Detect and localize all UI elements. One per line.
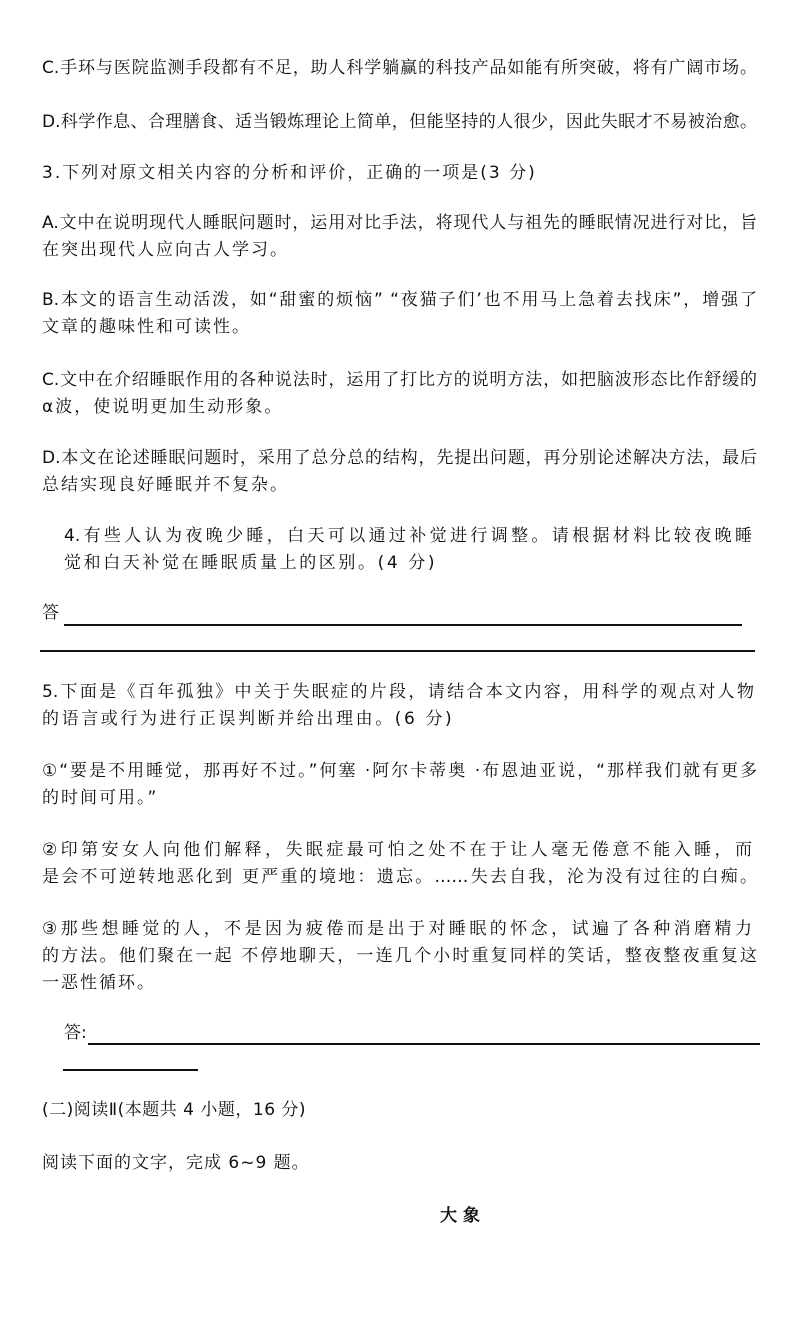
q3-option-a-line-1: A.文中在说明现代人睡眠问题时，运用对比手法，将现代人与祖先的睡眠情况进行对比，旨 xyxy=(42,213,757,233)
q5-answer-label: 答: xyxy=(64,1023,87,1043)
q5-excerpt-2-line-2: 是会不可逆转地恶化到 更严重的境地：遗忘。……失去自我，沦为没有过往的白痴。 xyxy=(42,867,757,887)
q5-excerpt-3-line-2: 的方法。他们聚在一起 不停地聊天，一连几个小时重复同样的笑话，整夜整夜重复这 xyxy=(42,946,757,966)
q3-option-b-line-2: 文章的趣味性和可读性。 xyxy=(42,317,251,337)
q3-option-c-line-1: C.文中在介绍睡眠作用的各种说法时，运用了打比方的说明方法，如把脑波形态比作舒缓的 xyxy=(42,370,757,390)
q5-excerpt-1-line-2: 的时间可用。” xyxy=(42,788,159,808)
q5-answer-line-1 xyxy=(88,1043,760,1045)
q3-stem: 3.下列对原文相关内容的分析和评价，正确的一项是(3 分) xyxy=(42,163,537,183)
section-2-heading: (二)阅读Ⅱ(本题共 4 小题，16 分) xyxy=(42,1100,307,1120)
q4-answer-line-1 xyxy=(64,624,742,626)
q5-excerpt-2-line-1: ②印第安女人向他们解释，失眠症最可怕之处不在于让人毫无倦意不能入睡，而 xyxy=(42,840,752,860)
q5-answer-line-2 xyxy=(63,1069,198,1071)
section-2-instruction: 阅读下面的文字，完成 6~9 题。 xyxy=(42,1153,310,1173)
q3-option-b-line-1: B.本文的语言生动活泼，如“甜蜜的烦恼” “夜猫子们’也不用马上急着去找床”，增强了 xyxy=(42,290,757,310)
q3-option-a-line-2: 在突出现代人应向古人学习。 xyxy=(42,240,289,260)
q4-stem-line-1: 4.有些人认为夜晚少睡，白天可以通过补觉进行调整。请根据材料比较夜晚睡 xyxy=(64,526,752,546)
q5-excerpt-1-line-1: ①“要是不用睡觉，那再好不过。”何塞 ·阿尔卡蒂奥 ·布恩迪亚说，“那样我们就有更多 xyxy=(42,761,757,781)
q4-stem-line-2: 觉和白天补觉在睡眠质量上的区别。(4 分) xyxy=(64,553,438,573)
q3-option-c-line-2: α波，使说明更加生动形象。 xyxy=(42,397,284,417)
q2-option-c: C.手环与医院监测手段都有不足，助人科学躺赢的科技产品如能有所突破，将有广阔市场。 xyxy=(42,58,757,78)
q2-option-d: D.科学作息、合理膳食、适当锻炼理论上简单，但能坚持的人很少，因此失眠才不易被治愈。 xyxy=(42,112,757,132)
q3-option-d-line-2: 总结实现良好睡眠并不复杂。 xyxy=(42,475,289,495)
passage-title: 大 象 xyxy=(440,1206,480,1226)
q3-option-d-line-1: D.本文在论述睡眠问题时，采用了总分总的结构，先提出问题，再分别论述解决方法，最后 xyxy=(42,448,757,468)
q5-stem-line-2: 的语言或行为进行正误判断并给出理由。(6 分) xyxy=(42,709,455,729)
q5-excerpt-3-line-3: 一恶性循环。 xyxy=(42,973,156,993)
q5-excerpt-3-line-1: ③那些想睡觉的人，不是因为疲倦而是出于对睡眠的怀念，试遍了各种消磨精力 xyxy=(42,919,752,939)
q4-answer-line-2 xyxy=(40,650,755,652)
q5-stem-line-1: 5.下面是《百年孤独》中关于失眠症的片段，请结合本文内容，用科学的观点对人物 xyxy=(42,682,754,702)
q4-answer-label: 答 xyxy=(42,603,61,623)
